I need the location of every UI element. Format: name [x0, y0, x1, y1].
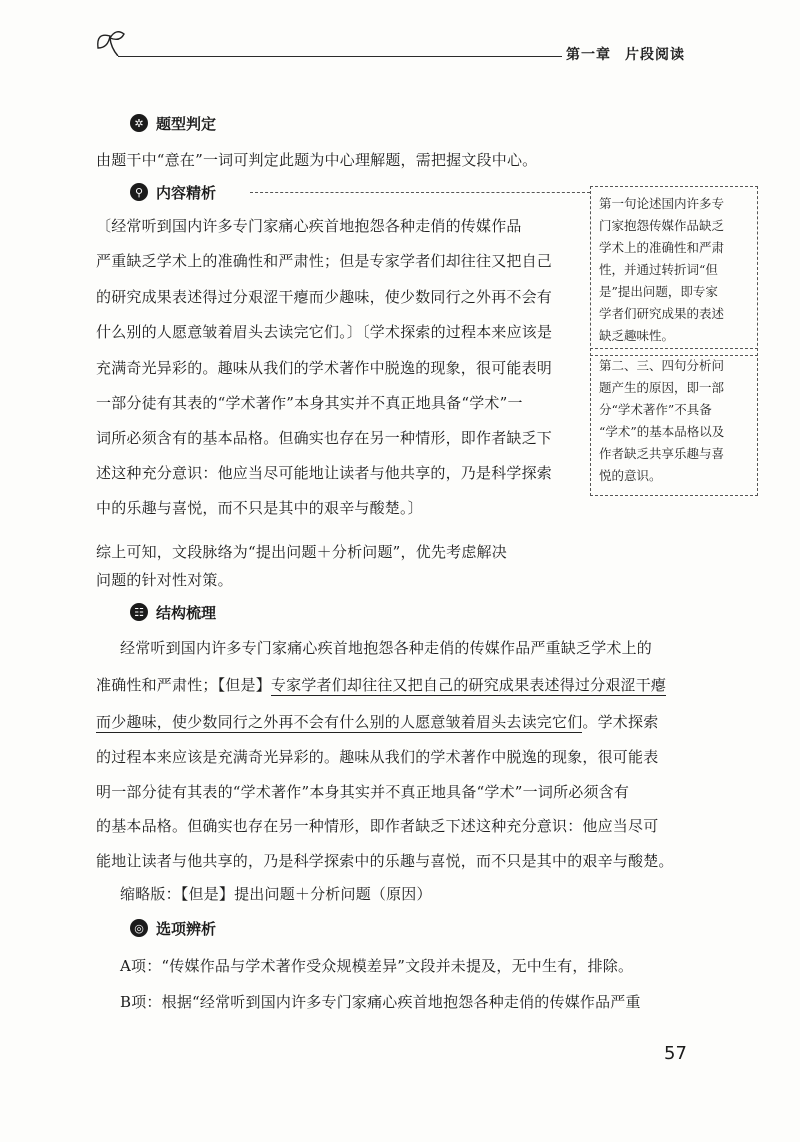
note-line: 题产生的原因，即一部 [599, 380, 725, 395]
note-line: 缺乏趣味性。 [599, 328, 675, 343]
structure-line: 能地让读者与他共享的，乃是科学探索中的乐趣与喜悦，而不只是其中的艰辛与酸楚。 [96, 852, 674, 870]
note-line: 是”提出问题，即专家 [599, 284, 718, 299]
note-line: 学者们研究成果的表述 [599, 306, 725, 321]
structure-line [96, 711, 658, 732]
note-line: 作者缺乏共享乐趣与喜 [599, 446, 725, 461]
summary-line: 问题的针对性对策。 [96, 571, 233, 589]
note-line: “学术”的基本品格以及 [599, 424, 725, 439]
content-line: 严重缺乏学术上的准确性和严肃性；但是专家学者们却往往又把自己 [96, 252, 553, 270]
note-line: 悦的意识。 [599, 468, 662, 483]
option-line: B项：根据“经常听到国内许多专门家痛心疾首地抱怨各种走俏的传媒作品严重 [120, 993, 641, 1011]
page-number: 57 [664, 1043, 687, 1064]
structure-icon: ☷ [130, 603, 148, 621]
magnifier-icon: ⚲ [130, 183, 148, 201]
chapter-header [566, 44, 685, 64]
note-line: 第一句论述国内许多专 [599, 196, 725, 211]
structure-line: 的过程本来应该是充满奇光异彩的。趣味从我们的学术著作中脱逸的现象，很可能表 [96, 748, 659, 766]
content-line: 词所必须含有的基本品格。但确实也存在另一种情形，即作者缺乏下 [96, 429, 553, 447]
outline-line: 缩略版：【但是】提出问题＋分析问题（原因） [120, 885, 432, 903]
section-title: 结构梳理 [156, 603, 217, 622]
leaf-ornament-icon [94, 26, 126, 56]
structure-line [96, 674, 666, 695]
header-rule [118, 56, 562, 57]
underlined-text: 而少趣味，使少数同行之外再不会有什么别的人愿意皱着眉头去读完它们 [96, 713, 583, 731]
content-line: 中的乐趣与喜悦，而不只是其中的艰辛与酸楚。〕 [96, 499, 423, 517]
gear-icon: ✲ [130, 114, 148, 132]
summary-line: 综上可知，文段脉络为“提出问题＋分析问题”，优先考虑解决 [96, 543, 507, 561]
note-connector [250, 192, 590, 193]
note-line: 第二、三、四句分析问 [599, 358, 725, 373]
option-line: A项：“传媒作品与学术著作受众规模差异”文段并未提及，无中生有，排除。 [120, 957, 634, 975]
structure-line: 经常听到国内许多专门家痛心疾首地抱怨各种走俏的传媒作品严重缺乏学术上的 [120, 639, 653, 657]
content-line: 〔经常听到国内许多专门家痛心疾首地抱怨各种走俏的传媒作品 [96, 217, 522, 235]
section-title: 题型判定 [156, 114, 217, 133]
note-line: 分“学术著作”不具备 [599, 402, 712, 417]
content-line: 的研究成果表述得过分艰涩干瘪而少趣味，使少数同行之外再不会有 [96, 288, 553, 306]
side-note-1 [590, 186, 758, 356]
section-structure [130, 600, 216, 624]
transition-marker: 【但是】 [217, 676, 271, 694]
structure-line: 明一部分徒有其表的“学术著作”本身其实并不真正地具备“学术”一词所必须含有 [96, 783, 630, 801]
side-note-2 [590, 348, 758, 496]
structure-line: 的基本品格。但确实也存在另一种情形，即作者缺乏下述这种充分意识：他应当尽可 [96, 817, 659, 835]
structure-text: 。学术探索 [582, 713, 659, 731]
section-type-judge [130, 111, 216, 135]
chapter-label: 第一章 [566, 47, 611, 63]
section-title: 选项辨析 [156, 919, 217, 938]
content-line: 一部分徒有其表的“学术著作”本身其实并不真正地具备“学术”一 [96, 394, 523, 412]
note-line: 学术上的准确性和严肃 [599, 240, 725, 255]
section-title: 内容精析 [156, 183, 217, 202]
section-options [130, 916, 216, 940]
options-icon: ◎ [130, 919, 148, 937]
content-line: 什么别的人愿意皱着眉头去读完它们。〕〔学术探索的过程本来应该是 [96, 323, 553, 341]
section-content-analysis [130, 180, 216, 204]
content-line: 述这种充分意识：他应当尽可能地让读者与他共享的，乃是科学探索 [96, 464, 553, 482]
note-line: 性，并通过转折词“但 [599, 262, 718, 277]
structure-text: 准确性和严肃性； [96, 676, 218, 694]
section-label: 片段阅读 [625, 47, 685, 63]
content-line: 充满奇光异彩的。趣味从我们的学术著作中脱逸的现象，很可能表明 [96, 359, 553, 377]
note-line: 门家抱怨传媒作品缺乏 [599, 218, 725, 233]
underlined-text: 专家学者们却往往又把自己的研究成果表述得过分艰涩干瘪 [270, 676, 667, 694]
type-judge-text: 由题干中“意在”一词可判定此题为中心理解题，需把握文段中心。 [96, 151, 538, 169]
